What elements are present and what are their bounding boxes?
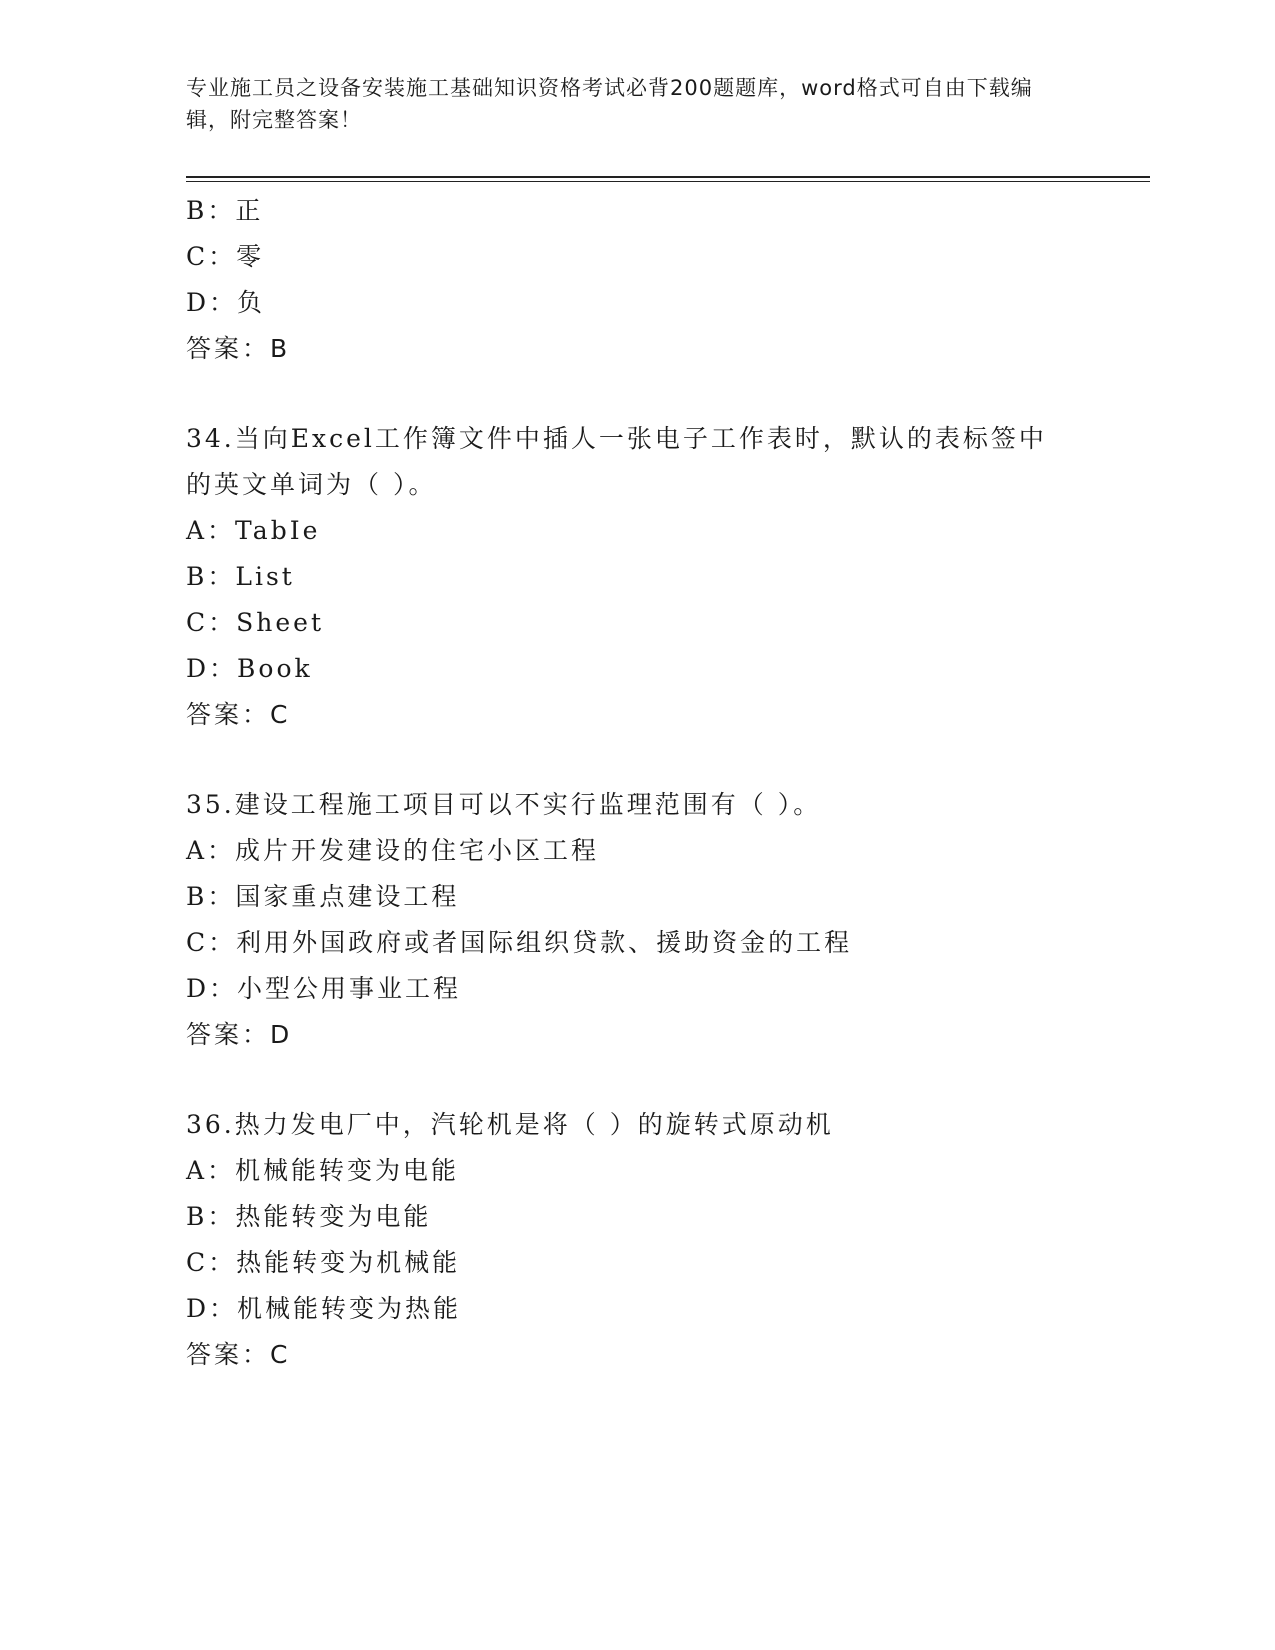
question-text: 35.建设工程施工项目可以不实行监理范围有（ ）。: [186, 790, 822, 819]
option-a: A：机械能转变为电能: [186, 1156, 460, 1185]
question-text: 34.当向Excel工作簿文件中插人一张电子工作表时，默认的表标签中的英文单词为（ ）。: [186, 424, 1047, 499]
option-c: C：零: [186, 242, 265, 271]
question-text: 36.热力发电厂中，汽轮机是将（ ）的旋转式原动机: [186, 1110, 834, 1139]
document-header: 专业施工员之设备安装施工基础知识资格考试必背200题题库，word格式可自由下载编辑，附完整答案！: [186, 76, 1033, 132]
header-divider-thick: [186, 176, 1150, 178]
option-b: B：国家重点建设工程: [186, 882, 460, 911]
question-list: [186, 188, 1086, 1378]
option-b: B：List: [186, 562, 295, 591]
option-d: D：机械能转变为热能: [186, 1294, 462, 1323]
answer: 答案：B: [186, 334, 291, 363]
answer: 答案：D: [186, 1020, 293, 1049]
option-c: C：Sheet: [186, 608, 324, 637]
option-c: C：热能转变为机械能: [186, 1248, 461, 1277]
option-b: B：正: [186, 196, 264, 225]
option-a: A：成片开发建设的住宅小区工程: [186, 836, 600, 865]
option-d: D：Book: [186, 654, 313, 683]
answer: 答案：C: [186, 700, 291, 729]
option-d: D：负: [186, 288, 266, 317]
answer: 答案：C: [186, 1340, 291, 1369]
question-34: [186, 416, 1086, 738]
question-36: [186, 1102, 1086, 1378]
option-d: D：小型公用事业工程: [186, 974, 462, 1003]
option-b: B：热能转变为电能: [186, 1202, 432, 1231]
option-a: A：TabIe: [186, 516, 321, 545]
option-c: C：利用外国政府或者国际组织贷款、援助资金的工程: [186, 928, 853, 957]
header-divider-thin: [186, 181, 1150, 182]
question-35: [186, 782, 1086, 1058]
question-33-tail: [186, 188, 1086, 372]
